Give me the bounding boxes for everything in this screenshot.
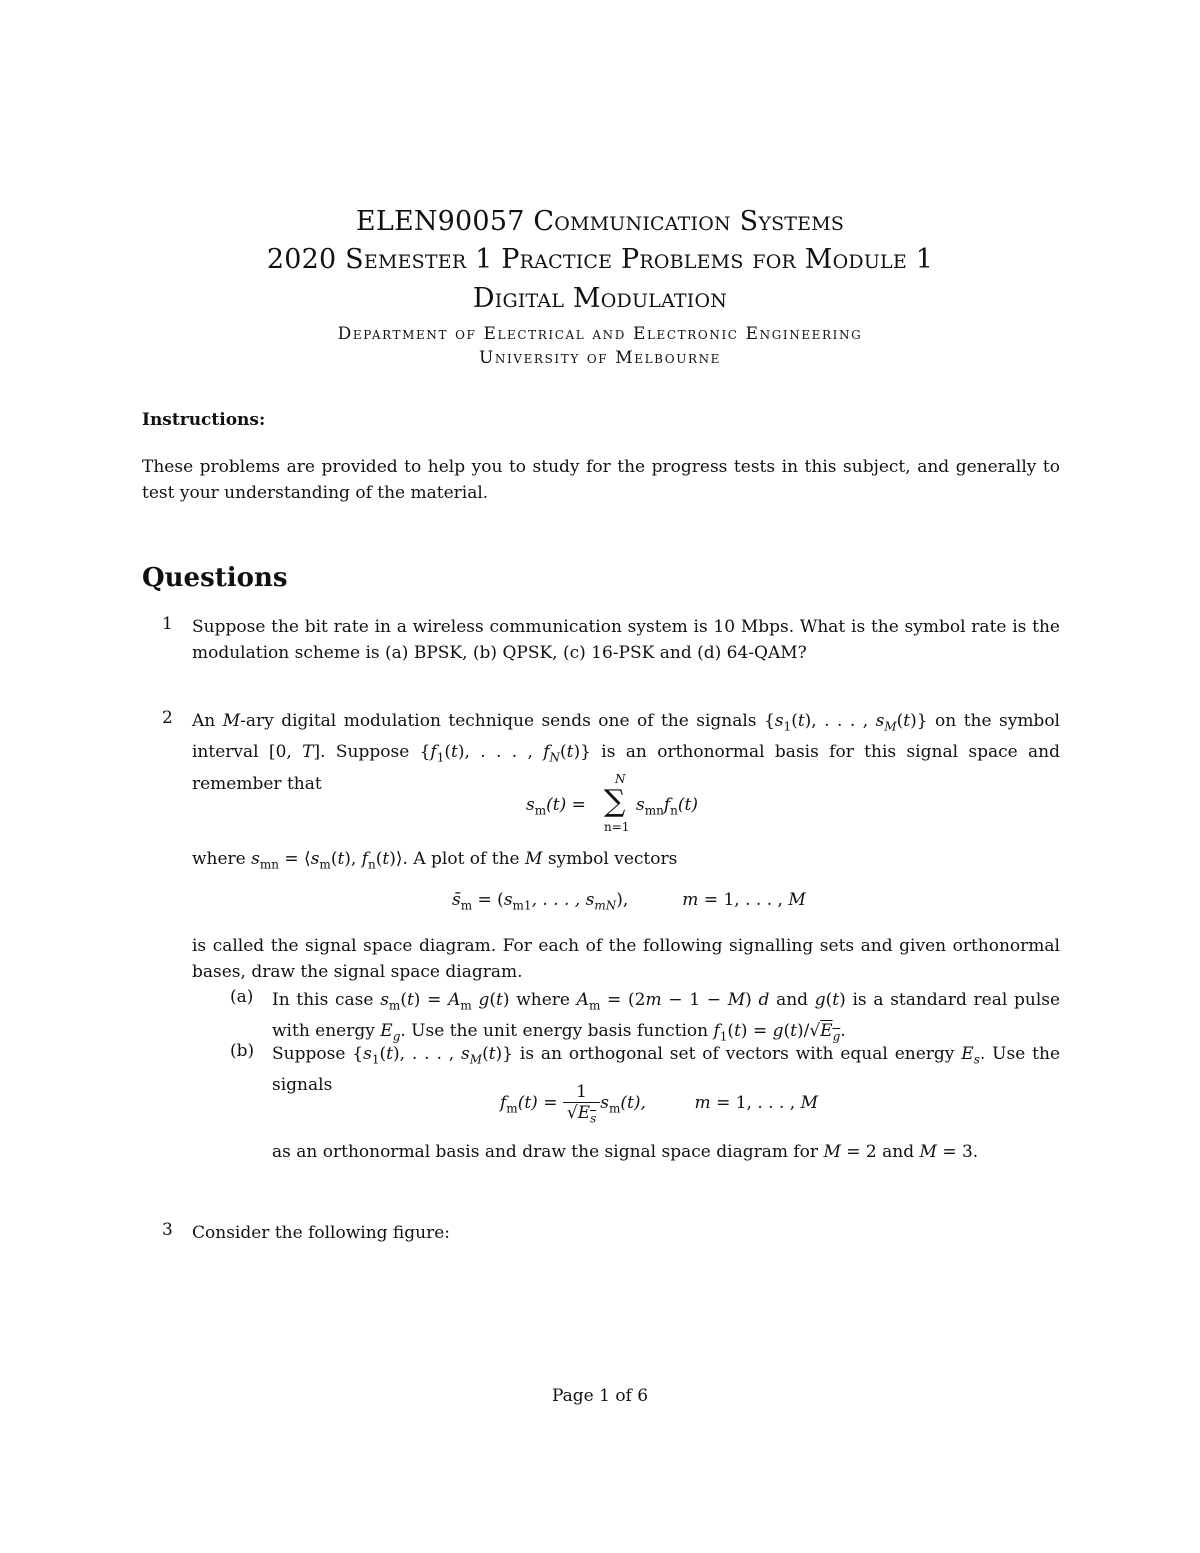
q2-part-b-text: Suppose {$s_1(t)$, . . . , $s_M(t)$} is an orthogonal set of vectors with equal energy $E_s$. Use the signals (272, 1044, 1060, 1096)
sum-upper-limit: N (615, 772, 626, 786)
equation-sm-terms: $s_{mn}f_n(t)$ (636, 795, 698, 818)
sum-lower-limit: n=1 (604, 820, 630, 834)
q2-intro-c: on the symbol interval (192, 711, 1060, 763)
instructions-text: These problems are provided to help you to study for the progress tests in this subject, and generally to test your understanding of the material. (142, 457, 1060, 503)
q2-part-b-label: (b) (230, 1041, 255, 1061)
q2-part-b-conclusion: as an orthonormal basis and draw the signal space diagram for M = 2 and M = 3. (272, 1142, 979, 1162)
sum-symbol: ∑ (604, 784, 626, 819)
question-2-number: 2 (162, 708, 173, 728)
q2-part-a-text: In this case $s_m(t) = A_m$ g(t) where $A_m = (2m - 1 - M)$ d and g(t) is a standard real pulse with energy $E_g$. Use the unit energy basis function $f_1(t) = g(t)/√E_g$. (272, 990, 1061, 1044)
question-2-where-line: where $s_{mn}$ = $⟨s_m(t)$, $f_n(t)⟩$. A plot of the M symbol vectors (192, 849, 678, 872)
q2-intro-b: -ary digital modulation technique sends one of the signals (240, 711, 757, 731)
university: University of Melbourne (478, 348, 722, 368)
q2-intro-a: An (192, 711, 216, 731)
equation-sm-expansion: $s_m(t)$ = (526, 795, 586, 818)
question-3-number: 3 (162, 1220, 173, 1240)
q2-intro-d: . Suppose (320, 742, 410, 763)
question-2-intro: An M-ary digital modulation technique sends one of the signals {$s_1(t)$, . . . , $s_M(t)$} on the symbol interval [0, T]. Suppose {$f_1(t)$, . . . , $f_N(t)$} is an orthonormal basis for this signal space and remember that (192, 711, 1060, 794)
questions-heading: Questions (142, 563, 288, 593)
q2-part-a-label: (a) (230, 987, 254, 1007)
question-1-number: 1 (162, 614, 173, 634)
question-1-text: Suppose the bit rate in a wireless communication system is 10 Mbps. What is the symbol rate is the modulation scheme is (a) BPSK, (b) QPSK, (c) 16-PSK and (d) 64-QAM? (192, 617, 1060, 663)
doc-title-line-3: Digital Modulation (472, 283, 728, 314)
doc-title-line-1: ELEN90057 Communication Systems (355, 206, 845, 237)
department: Department of Electrical and Electronic Engineering (337, 324, 863, 344)
doc-title-line-2: 2020 Semester 1 Practice Problems for Module 1 (266, 244, 934, 275)
fraction: $\frac{1}{√E_s}$ (563, 1082, 600, 1125)
page-number: Page 1 of 6 (551, 1386, 649, 1406)
instructions-heading: Instructions: (142, 410, 266, 430)
question-2-signal-space-text: is called the signal space diagram. For each of the following signalling sets and given orthonormal bases, draw the signal space diagram. (192, 936, 1060, 982)
equation-basis-function: $f_m(t)$ = $\frac{1}{√E_s}$ $s_m(t)$, m = 1, . . . , M (500, 1082, 818, 1126)
q2-intro-e: is an orthonormal basis for this signal space and remember that (192, 742, 1060, 794)
question-3-text: Consider the following figure: (192, 1223, 451, 1243)
equation-symbol-vector: $s̄_m = (s_{m1}$, . . . , $s_{mN}$), m = 1, . . . , M (452, 890, 806, 913)
